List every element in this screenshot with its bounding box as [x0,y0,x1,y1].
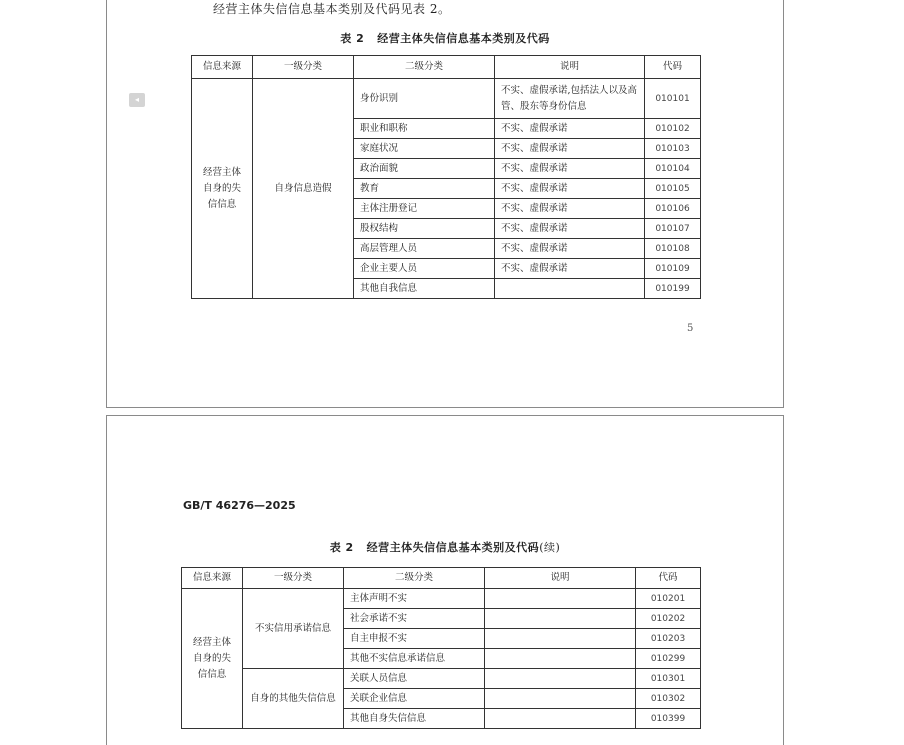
header-code: 代码 [645,56,701,79]
level1-cell: 不实信用承诺信息 [243,589,344,669]
table-caption-text: 表 2 经营主体失信信息基本类别及代码 [329,541,540,554]
classification-table-continued [181,567,701,729]
code-cell: 010101 [645,79,701,119]
table-caption [107,30,783,46]
standard-number: GB/T 46276—2025 [183,499,296,512]
level1-cell: 自身的其他失信信息 [243,669,344,729]
header-level1: 一级分类 [253,56,354,79]
code-cell: 010399 [636,709,701,729]
code-cell: 010107 [645,219,701,239]
header-source: 信息来源 [192,56,253,79]
table-header-row [192,56,701,79]
level2-cell: 其他自我信息 [354,279,495,299]
code-cell: 010106 [645,199,701,219]
level2-cell: 主体注册登记 [354,199,495,219]
code-cell: 010199 [645,279,701,299]
table-caption [107,539,783,555]
code-cell: 010104 [645,159,701,179]
header-description: 说明 [495,56,645,79]
table-row [182,669,701,689]
level2-cell: 政治面貌 [354,159,495,179]
code-cell: 010102 [645,119,701,139]
description-cell: 不实、虚假承诺 [495,199,645,219]
description-cell [485,609,636,629]
description-cell: 不实、虚假承诺 [495,219,645,239]
description-cell [485,629,636,649]
code-cell: 010108 [645,239,701,259]
description-cell: 不实、虚假承诺 [495,239,645,259]
level2-cell: 其他不实信息承诺信息 [344,649,485,669]
intro-paragraph: 经营主体失信信息基本类别及代码见表 2。 [213,2,451,16]
level1-cell: 自身信息造假 [253,79,354,299]
header-level2: 二级分类 [344,568,485,589]
level2-cell: 企业主要人员 [354,259,495,279]
header-description: 说明 [485,568,636,589]
header-level2: 二级分类 [354,56,495,79]
level2-cell: 职业和职称 [354,119,495,139]
header-level1: 一级分类 [243,568,344,589]
description-cell [485,649,636,669]
description-cell: 不实、虚假承诺 [495,259,645,279]
code-cell: 010299 [636,649,701,669]
level2-cell: 股权结构 [354,219,495,239]
level2-cell: 社会承诺不实 [344,609,485,629]
document-page-1 [106,0,784,408]
source-cell: 经营主体自身的失信信息 [182,589,243,729]
code-cell: 010109 [645,259,701,279]
code-cell: 010201 [636,589,701,609]
level2-cell: 其他自身失信信息 [344,709,485,729]
header-code: 代码 [636,568,701,589]
level2-cell: 自主申报不实 [344,629,485,649]
header-source: 信息来源 [182,568,243,589]
description-cell: 不实、虚假承诺 [495,179,645,199]
description-cell [485,709,636,729]
description-cell: 不实、虚假承诺 [495,159,645,179]
classification-table [191,55,701,299]
description-cell: 不实、虚假承诺 [495,119,645,139]
code-cell: 010103 [645,139,701,159]
description-cell [495,279,645,299]
level2-cell: 关联人员信息 [344,669,485,689]
side-marker: ◂ [129,93,145,107]
document-page-2 [106,415,784,745]
code-cell: 010203 [636,629,701,649]
code-cell: 010105 [645,179,701,199]
level2-cell: 关联企业信息 [344,689,485,709]
level2-cell: 家庭状况 [354,139,495,159]
description-cell [485,589,636,609]
level2-cell: 主体声明不实 [344,589,485,609]
table-caption-text: 表 2 经营主体失信信息基本类别及代码 [340,32,550,45]
table-row [182,589,701,609]
level2-cell: 教育 [354,179,495,199]
description-cell [485,669,636,689]
level2-cell: 身份识别 [354,79,495,119]
table-row [192,79,701,119]
level2-cell: 高层管理人员 [354,239,495,259]
table-header-row [182,568,701,589]
code-cell: 010301 [636,669,701,689]
description-cell [485,689,636,709]
description-cell: 不实、虚假承诺 [495,139,645,159]
description-cell: 不实、虚假承诺,包括法人以及高管、股东等身份信息 [495,79,645,119]
page-number: 5 [687,323,694,334]
code-cell: 010202 [636,609,701,629]
table-caption-continued: (续) [539,541,561,554]
code-cell: 010302 [636,689,701,709]
source-cell: 经营主体自身的失信信息 [192,79,253,299]
